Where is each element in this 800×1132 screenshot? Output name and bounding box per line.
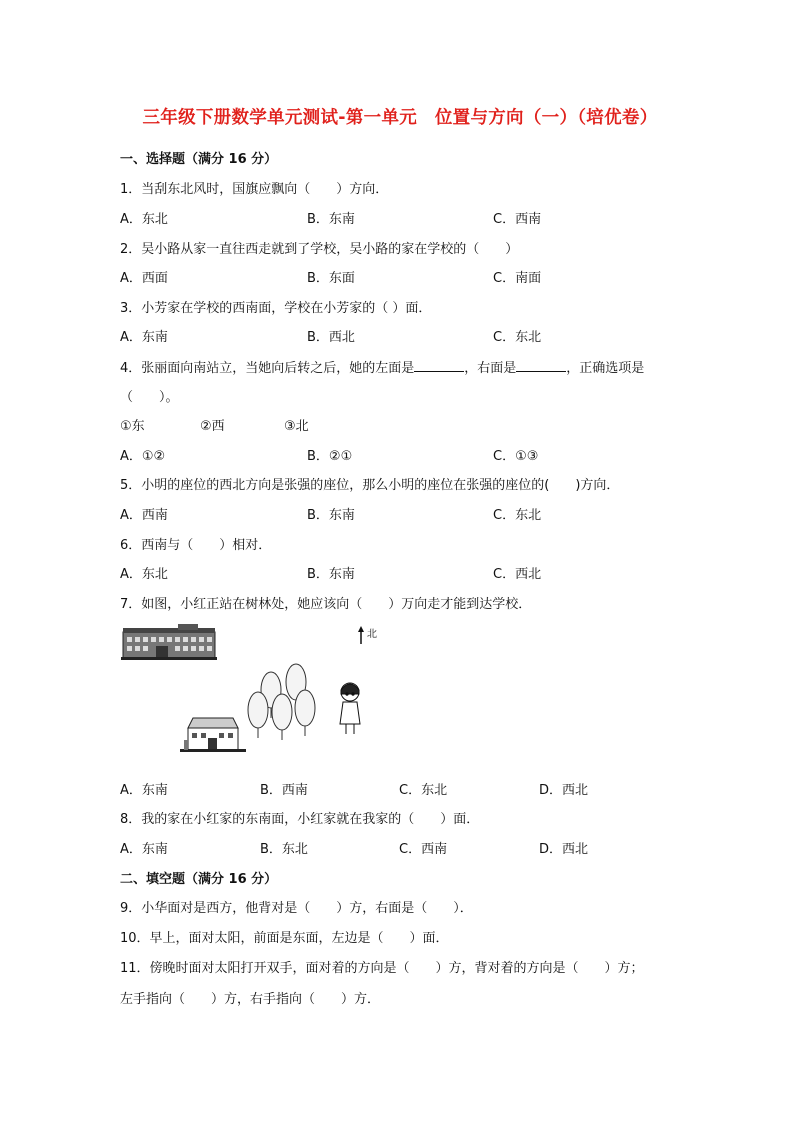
q3-option-b: B．西北 [307,330,355,345]
q3-option-a: A．东南 [120,330,168,345]
q7-option-a: A．东南 [120,783,168,798]
page-title: 三年级下册数学单元测试-第一单元 位置与方向（一）（培优卷） [142,108,658,128]
question-4 [120,359,644,378]
q2-option-a: A．西面 [120,271,168,286]
q8-option-d: D．西北 [539,842,589,857]
question-2: 2．吴小路从家一直往西走就到了学校，吴小路的家在学校的（ ） [120,242,519,257]
q4-blank-right [516,359,566,372]
question-3: 3．小芳家在学校的西南面，学校在小芳家的（ ）面． [120,301,432,316]
question-10: 10．早上，面对太阳，前面是东面，左边是（ ）面． [120,931,449,946]
q6-option-a: A．东北 [120,567,168,582]
q4-text-part2: ，右面是 [464,361,517,376]
girl-xiaohong-icon [340,683,360,734]
q2-option-c: C．南面 [493,271,542,286]
q2-option-b: B．东面 [307,271,355,286]
q4-option-a: A．①② [120,449,166,464]
q1-option-c: C．西南 [493,212,542,227]
q4-choice-1: ①东 [120,419,145,434]
direction-figure [118,622,418,757]
q6-option-c: C．西北 [493,567,542,582]
question-11: 11．傍晚时面对太阳打开双手，面对着的方向是（ ）方，背对着的方向是（ ）方； [120,961,644,976]
q4-option-b: B．②① [307,449,353,464]
q5-option-a: A．西南 [120,508,168,523]
q3-option-c: C．东北 [493,330,542,345]
question-4-line2: （ ）。 [120,390,179,405]
question-8: 8．我的家在小红家的东南面，小红家就在我家的（ ）面． [120,812,480,827]
q5-option-c: C．东北 [493,508,542,523]
question-5: 5．小明的座位的西北方向是张强的座位，那么小明的座位在张强的座位的( )方向． [120,478,620,493]
question-9: 9．小华面对是西方，他背对是（ ）方，右面是（ ）． [120,901,473,916]
trees-icon [248,664,315,740]
question-1: 1．当刮东北风时，国旗应飘向（ ）方向． [120,182,389,197]
question-6: 6．西南与（ ）相对． [120,538,272,553]
q4-text-part1: 4．张丽面向南站立，当她向后转之后，她的左面是 [120,361,415,376]
q8-option-c: C．西南 [399,842,448,857]
q1-option-b: B．东南 [307,212,355,227]
q1-option-a: A．东北 [120,212,168,227]
building-top-left-icon [121,624,217,660]
q6-option-b: B．东南 [307,567,355,582]
q5-option-b: B．东南 [307,508,355,523]
q4-text-part3: ，正确选项是 [566,361,645,376]
q7-option-d: D．西北 [539,783,589,798]
section-heading-fill: 二、填空题（满分 16 分） [120,872,278,887]
question-7: 7．如图，小红正站在树林处，她应该向（ ）万向走才能到达学校． [120,597,532,612]
q8-option-a: A．东南 [120,842,168,857]
q4-choice-3: ③北 [284,419,309,434]
q7-option-b: B．西南 [260,783,308,798]
q4-blank-left [414,359,464,372]
question-11-line2: 左手指向（ ）方，右手指向（ ）方． [120,992,381,1007]
q4-choice-2: ②西 [200,419,225,434]
q8-option-b: B．东北 [260,842,308,857]
north-arrow-icon [358,626,364,644]
q7-option-c: C．东北 [399,783,448,798]
school-building-icon [180,718,246,752]
q4-option-c: C．①③ [493,449,539,464]
north-label: 北 [367,629,377,640]
section-heading-choice: 一、选择题（满分 16 分） [120,152,278,167]
